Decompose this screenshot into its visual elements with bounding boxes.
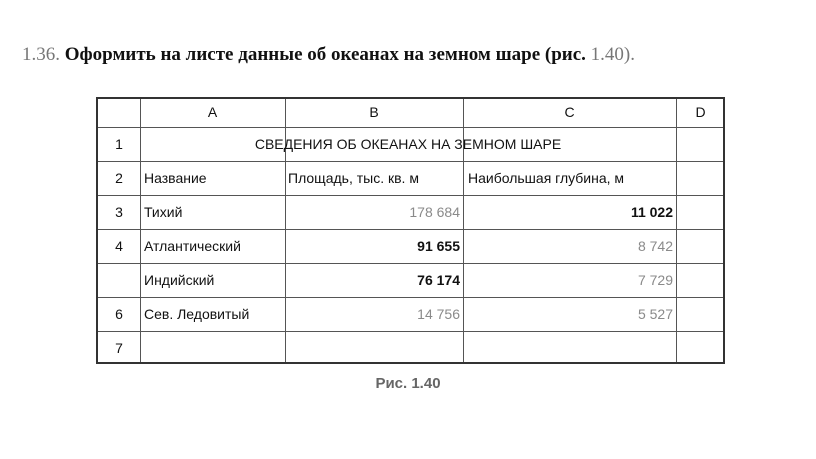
row-header-1[interactable]: 1 xyxy=(115,136,123,152)
ocean-area-cell[interactable]: 91 655 xyxy=(417,238,460,254)
task-heading xyxy=(22,44,635,66)
ocean-name-cell[interactable]: Сев. Ледовитый xyxy=(144,306,250,322)
row-header-3[interactable]: 3 xyxy=(115,204,123,220)
ocean-area-cell[interactable]: 14 756 xyxy=(417,306,460,322)
ocean-depth-cell[interactable]: 5 527 xyxy=(637,306,673,322)
grid-line xyxy=(98,331,723,332)
task-text: Оформить на листе данные об океанах на земном шаре (рис. xyxy=(64,44,586,65)
row-header-5[interactable] xyxy=(98,264,140,296)
column-header-a[interactable]: A xyxy=(207,104,218,120)
ocean-area-cell[interactable]: 76 174 xyxy=(417,272,460,288)
row-header-4[interactable]: 4 xyxy=(115,238,123,254)
task-figure-ref: 1.40). xyxy=(590,44,635,65)
ocean-depth-cell[interactable]: 11 022 xyxy=(630,204,673,220)
ocean-name-cell[interactable]: Индийский xyxy=(144,272,215,288)
spreadsheet-grid xyxy=(96,97,725,364)
column-header-d[interactable]: D xyxy=(695,104,706,120)
row-header-7[interactable]: 7 xyxy=(115,340,123,356)
header-area-cell[interactable]: Площадь, тыс. кв. м xyxy=(288,170,419,186)
task-number: 1.36. xyxy=(22,44,60,65)
ocean-depth-cell[interactable]: 7 729 xyxy=(637,272,673,288)
header-name-cell[interactable]: Название xyxy=(144,170,207,186)
column-header-c[interactable]: C xyxy=(564,104,575,120)
figure-caption: Рис. 1.40 xyxy=(375,375,441,392)
grid-line xyxy=(676,99,677,362)
ocean-area-cell[interactable]: 178 684 xyxy=(409,204,460,220)
ocean-depth-cell[interactable]: 8 742 xyxy=(637,238,673,254)
column-header-b[interactable]: B xyxy=(369,104,379,120)
ocean-name-cell[interactable]: Тихий xyxy=(144,204,183,220)
ocean-name-cell[interactable]: Атлантический xyxy=(144,238,241,254)
row-header-6[interactable]: 6 xyxy=(115,306,123,322)
header-depth-cell[interactable]: Наибольшая глубина, м xyxy=(468,170,625,186)
row-header-2[interactable]: 2 xyxy=(115,170,123,186)
sheet-title-cell[interactable]: СВЕДЕНИЯ ОБ ОКЕАНАХ НА ЗЕМНОМ ШАРЕ xyxy=(254,136,562,152)
